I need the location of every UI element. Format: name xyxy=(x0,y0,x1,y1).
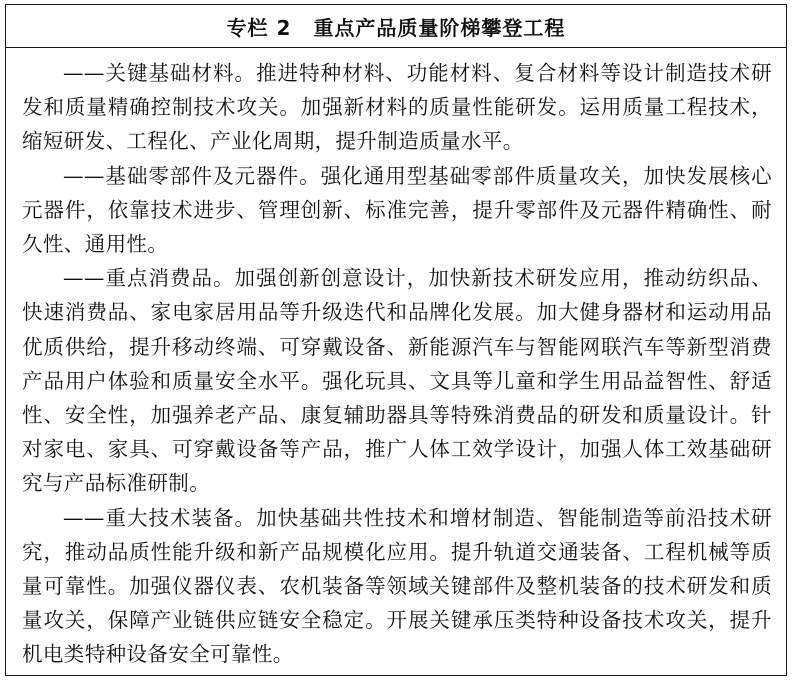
column-title: 重点产品质量阶梯攀登工程 xyxy=(313,15,566,40)
column-number: 专栏 2 xyxy=(226,15,292,40)
paragraph-major-equipment: ——重大技术装备。加快基础共性技术和增材制造、智能制造等前沿技术研究，推动品质性能升级和新产品规模化应用。提升轨道交通装备、工程机械等质量可靠性。加强仪器仪表、农机装备等领域关键部件及整机装备的技术研发和质量攻关，保障产业链供应链安全稳定。开展关键承压类特种设备技术攻关，提升机电类特种设备安全可靠性。 xyxy=(22,505,772,667)
paragraph-key-materials: ——关键基础材料。推进特种材料、功能材料、复合材料等设计制造技术研发和质量精确控制技术攻关。加强新材料的质量性能研发。运用质量工程技术，缩短研发、工程化、产业化周期，提升制造质量水平。 xyxy=(22,61,772,154)
paragraph-components: ——基础零部件及元器件。强化通用型基础零部件质量攻关，加快发展核心元器件，依靠技术进步、管理创新、标准完善，提升零部件及元器件精确性、耐久性、通用性。 xyxy=(22,163,772,257)
column-box xyxy=(5,4,787,676)
paragraph-consumer-goods: ——重点消费品。加强创新创意设计，加快新技术研发应用，推动纺织品、快速消费品、家电家居用品等升级迭代和品牌化发展。加大健身器材和运动用品优质供给，提升移动终端、可穿戴设备、新能源汽车与智能网联汽车等新型消费产品用户体验和质量安全水平。强化玩具、文具等儿童和学生用品益智性、舒适性、安全性，加强养老产品、康复辅助器具等特殊消费品的研发和质量设计。针对家电、家具、可穿戴设备等产品，推广人体工效学设计，加强人体工效基础研究与产品标准研制。 xyxy=(22,266,772,496)
column-header xyxy=(6,5,786,48)
column-body xyxy=(6,48,786,672)
